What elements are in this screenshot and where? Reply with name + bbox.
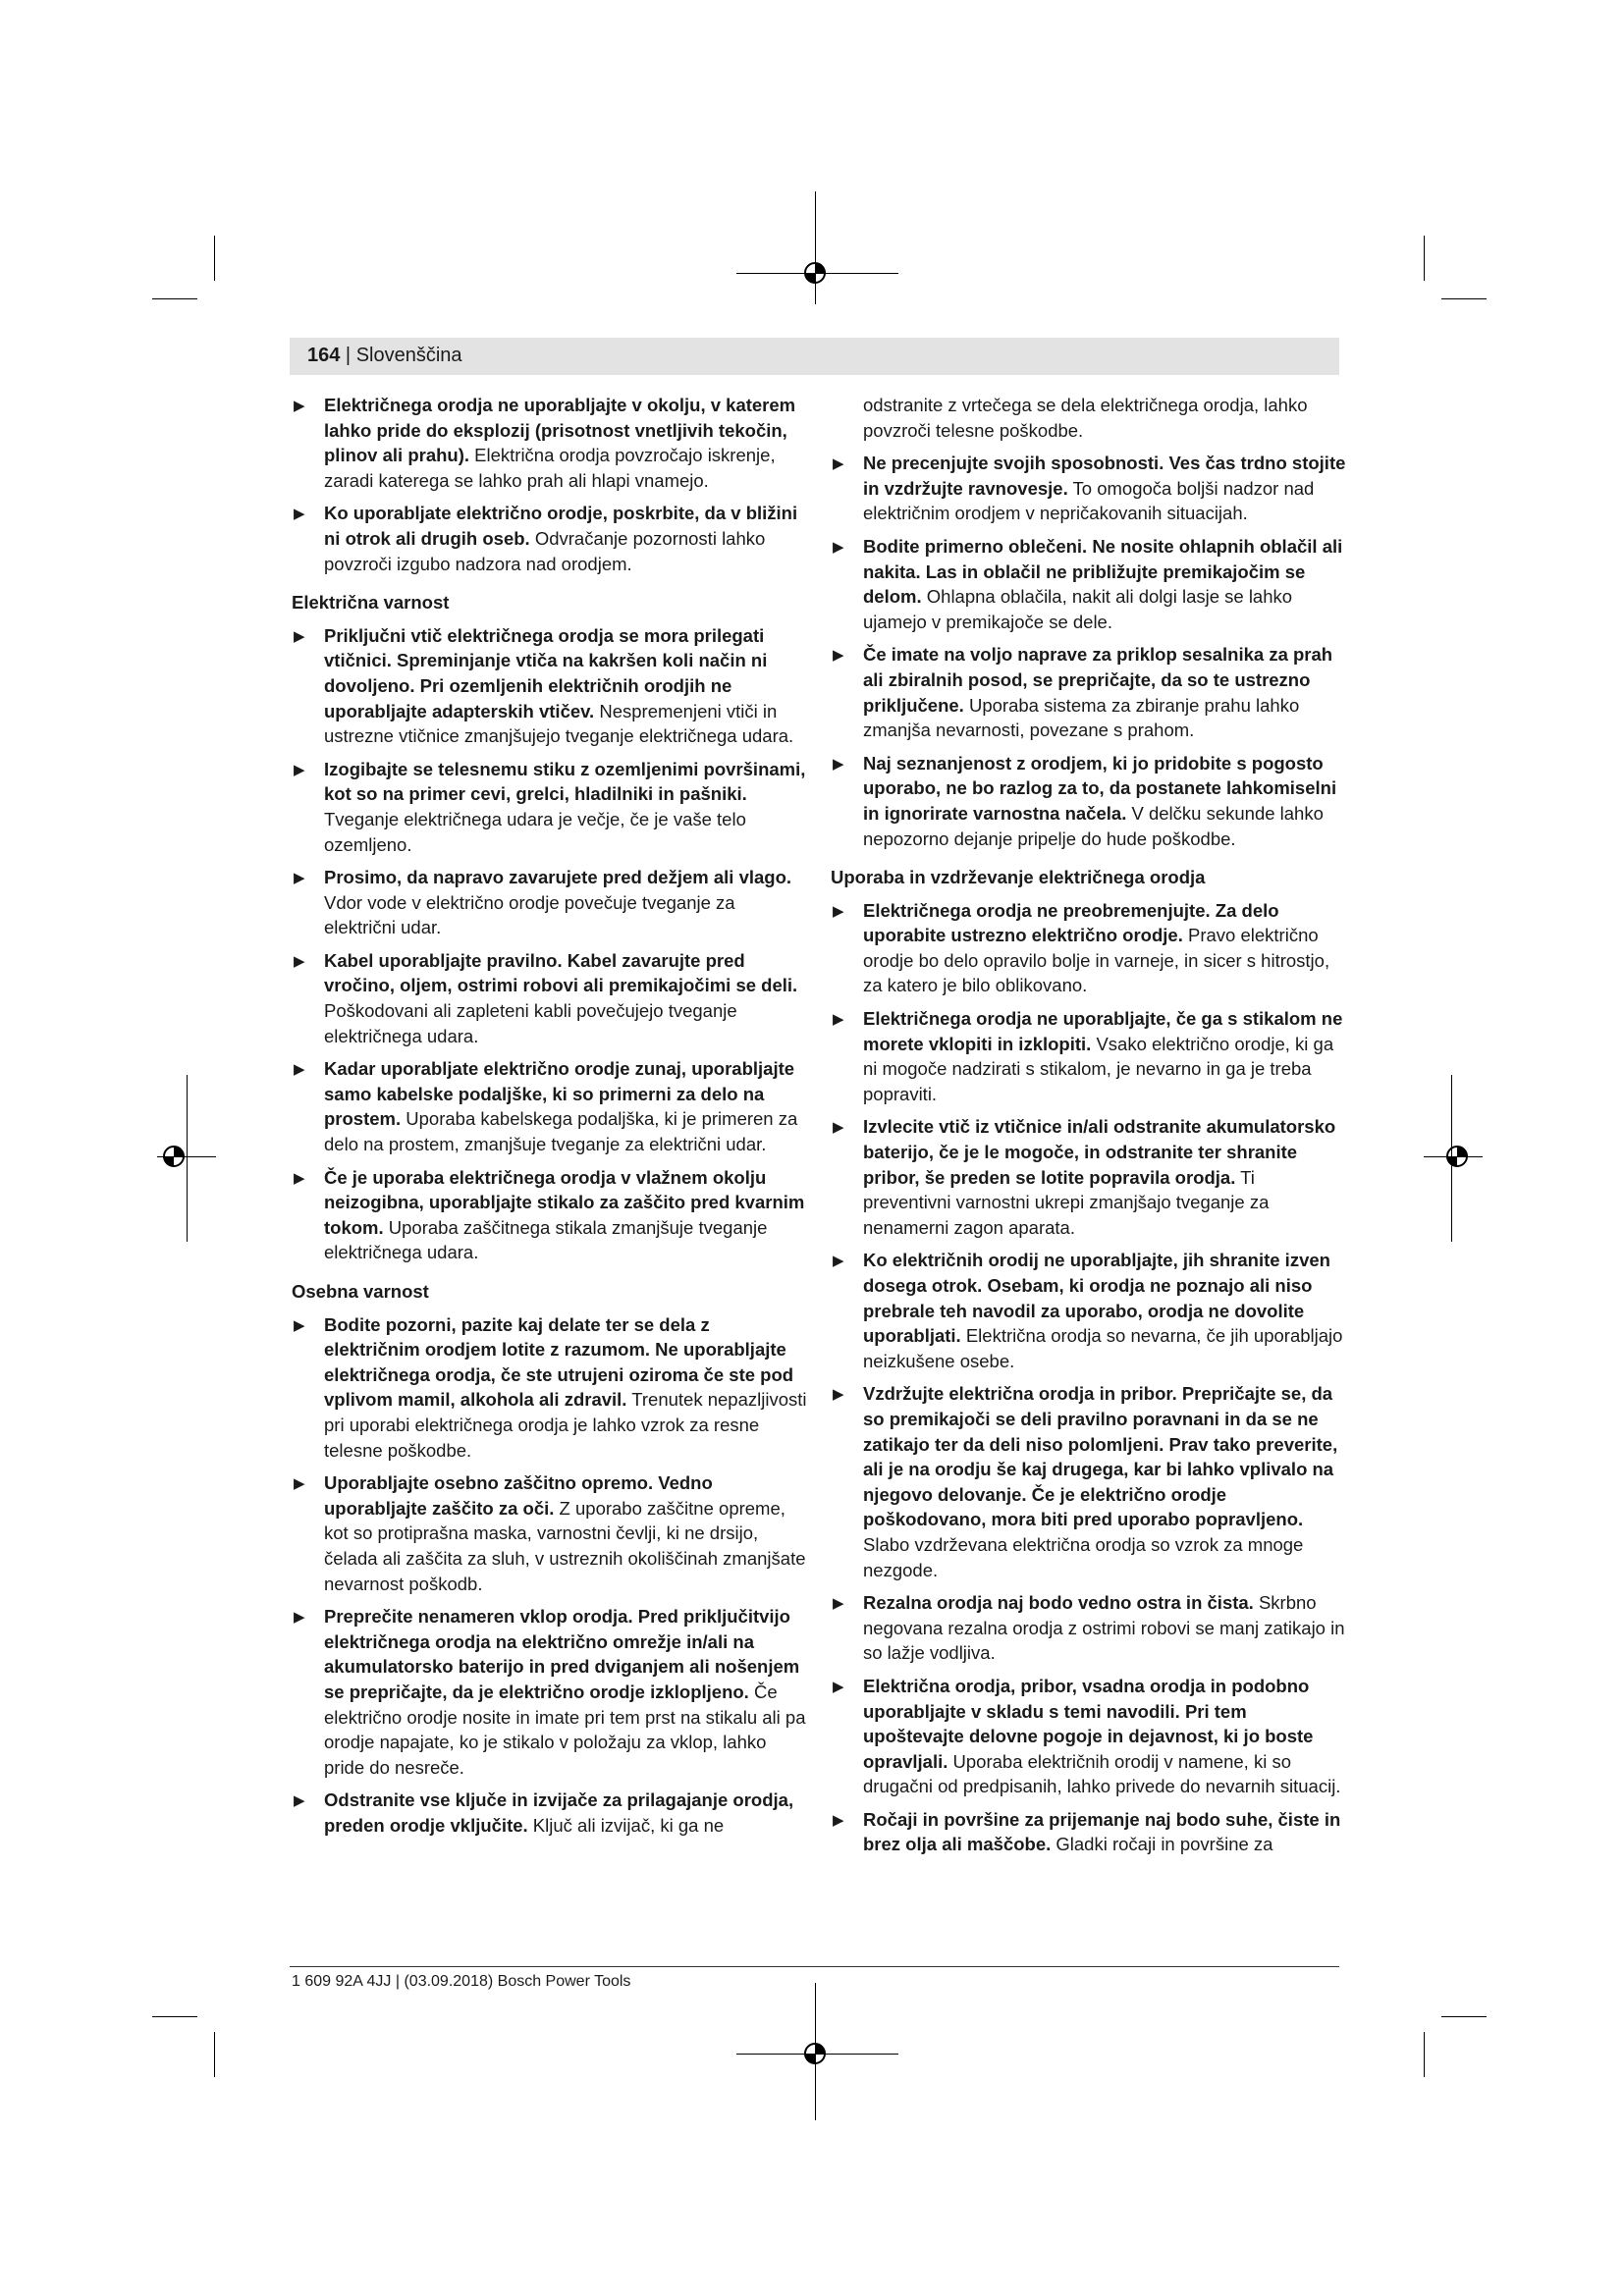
safety-bullet-item [831,1807,1346,1857]
bullet-normal-text: Slabo vzdrževana električna orodja so vzrok za mnoge nezgode. [863,1533,1304,1580]
bullet-bold-text: Vzdržujte električna orodja in pribor. Prepričajte se, da so premikajoči se deli pravilno poravnani in da se ne zatikajo ter da deli niso polomljeni. Prav tako preverite, ali je na orodju še kaj drugega, kar bi lahko vplivalo na njegovo delovanje. Če je električno orodje poškodovano, mora biti pred uporabo popravljeno. [863,1383,1338,1530]
bullet-bold-text: Ko uporabljate električno orodje, poskrbite, da v bližini ni otrok ali drugih oseb. [324,503,798,549]
bullet-normal-text: Pravo električno orodje bo delo opravilo bolje in varneje, in sicer s hitrostjo, za katero je bilo oblikovano. [863,925,1330,996]
section-heading: Uporaba in vzdrževanje električnega orodja [831,867,1206,888]
safety-bullet-item [831,1381,1346,1582]
left-column [292,393,807,1845]
bullet-normal-text: Tveganje električnega udara je večje, če je vaše telo ozemljeno. [324,808,746,855]
bullet-bold-text: Električna orodja, pribor, vsadna orodja in podobno uporabljajte v skladu s temi navodili. Pri tem upoštevajte delovne pogoje in dejavnost, ki jo boste opravljali. [863,1675,1314,1772]
crop-mark [1424,2032,1425,2077]
safety-bullet-item [292,1470,807,1596]
safety-bullet-item [292,1604,807,1780]
registration-target-icon [801,2040,829,2067]
registration-line [815,191,816,304]
bullet-bold-text: Bodite primerno oblečeni. Ne nosite ohlapnih oblačil ali nakita. Las in oblačil ne približujte premikajočim se delom. [863,535,1343,608]
crop-mark [152,2016,197,2017]
bullet-bold-text: Električnega orodja ne uporabljajte v okolju, v katerem lahko pride do eksplozij (prisotnost vnetljivih tekočin, plinov ali prahu). [324,395,796,466]
bullet-normal-text: Z uporabo zaščitne opreme, kot so protiprašna maska, varnostni čevlji, ki ne drsijo, čelada ali zaščita za sluh, v ustreznih okoliščinah zmanjšate nevarnost poškodb. [324,1497,806,1594]
bullet-normal-text: Odvračanje pozornosti lahko povzroči izgubo nadzora nad orodjem. [324,527,766,574]
bullet-normal-text: Električna orodja so nevarna, če jih uporabljajo neizkušene osebe. [863,1325,1343,1371]
safety-bullet-item [831,1114,1346,1240]
crop-mark [1441,298,1487,299]
safety-bullet-item [831,1248,1346,1373]
bullet-normal-text: Poškodovani ali zapleteni kabli povečujejo tveganje električnega udara. [324,1000,737,1046]
header-separator: | [340,345,356,366]
bullet-normal-text: Nespremenjeni vtiči in ustrezne vtičnice zmanjšujejo tveganje električnega udara. [324,700,794,747]
bullet-normal-text: Uporaba električnih orodij v namene, ki so drugačni od predpisanih, lahko privede do nevarnih situacij. [863,1750,1341,1797]
bullet-bold-text: Ne precenjujte svojih sposobnosti. Ves čas trdno stojite in vzdržujte ravnovesje. [863,453,1346,499]
bullet-normal-text: To omogoča boljši nadzor nad električnim orodjem v nepričakovanih situacijah. [863,477,1315,524]
bullet-normal-text: odstranite z vrtečega se dela električnega orodja, lahko povzroči telesne poškodbe. [863,395,1308,441]
bullet-bold-text: Rezalna orodja naj bodo vedno ostra in čista. [863,1592,1254,1614]
bullet-bold-text: Priključni vtič električnega orodja se mora prilegati vtičnici. Spreminjanje vtiča na kakršen koli način ni dovoljeno. Pri ozemljenih električnih orodjih ne uporabljajte adapterskih vtičev. [324,624,768,721]
bullet-bold-text: Uporabljajte osebno zaščitno opremo. Vedno uporabljajte zaščito za oči. [324,1472,713,1519]
bullet-normal-text: Če električno orodje nosite in imate pri tem prst na stikalu ali pa orodje napajate, ko je stikalo v položaju za vklop, lahko pride do nesreče. [324,1681,806,1778]
right-column [831,393,1346,1865]
bullet-normal-text: Skrbno negovana rezalna orodja z ostrimi robovi se manj zatikajo in so lažje vodljiva. [863,1592,1345,1664]
safety-bullet-item [292,1056,807,1156]
safety-bullet-item [292,948,807,1048]
continued-paragraph [831,393,1346,443]
safety-bullet-item [831,534,1346,634]
section-heading: Električna varnost [292,592,450,614]
safety-bullet-item [831,751,1346,851]
bullet-bold-text: Kadar uporabljate električno orodje zunaj, uporabljajte samo kabelske podaljške, ki so primerni za delo na prostem. [324,1058,795,1130]
safety-bullet-item [292,865,807,940]
bullet-bold-text: Izvlecite vtič iz vtičnice in/ali odstranite akumulatorsko baterijo, če je le mogoče, in odstranite ter shranite pribor, še preden se lotite popravila orodja. [863,1116,1336,1188]
bullet-bold-text: Ko električnih orodij ne uporabljajte, jih shranite izven dosega otrok. Osebam, ki orodja ne poznajo ali niso prebrale teh navodil za uporabo, orodja ne dovolite uporabljati. [863,1250,1330,1347]
registration-target-icon [160,1143,188,1170]
registration-target-icon [801,259,829,287]
bullet-normal-text: Gladki ročaji in površine za [1051,1834,1273,1855]
page-header [307,345,462,367]
safety-bullet-item [831,451,1346,526]
bullet-bold-text: Električnega orodja ne uporabljajte, če ga s stikalom ne morete vklopiti in izklopiti. [863,1008,1343,1054]
bullet-normal-text: Uporaba zaščitnega stikala zmanjšuje tveganje električnega udara. [324,1216,768,1263]
safety-bullet-item [292,757,807,857]
bullet-normal-text: Ohlapna oblačila, nakit ali dolgi lasje se lahko ujamejo v premikajoče se dele. [863,586,1293,632]
safety-bullet-item [831,898,1346,998]
bullet-normal-text: Ključ ali izvijač, ki ga ne [527,1814,725,1836]
bullet-normal-text: Uporaba kabelskega podaljška, ki je primeren za delo na prostem, zmanjšuje tveganje za električni udar. [324,1108,798,1155]
crop-mark [214,2032,215,2077]
safety-bullet-item [292,1312,807,1464]
crop-mark [152,298,197,299]
bullet-normal-text: V delčku sekunde lahko nepozorno dejanje pripelje do hude poškodbe. [863,802,1324,849]
section-heading: Osebna varnost [292,1281,429,1302]
safety-bullet-item [292,1788,807,1838]
header-language: Slovenščina [355,345,462,366]
safety-bullet-item [292,393,807,493]
crop-mark [1441,2016,1487,2017]
safety-bullet-item [831,1674,1346,1799]
bullet-bold-text: Odstranite vse ključe in izvijače za prilagajanje orodja, preden orodje vključite. [324,1789,794,1836]
bullet-bold-text: Če imate na voljo naprave za priklop sesalnika za prah ali zbiralnih posod, se prepričajte, da so te ustrezno priključene. [863,644,1333,716]
bullet-normal-text: Ti preventivni varnostni ukrepi zmanjšajo tveganje za nenamerni zagon aparata. [863,1166,1270,1238]
registration-target-icon [1443,1143,1471,1170]
safety-bullet-item [292,1165,807,1265]
footer-rule [290,1966,1339,1967]
bullet-bold-text: Preprečite nenameren vklop orodja. Pred priključitvijo električnega orodja na električno omrežje in/ali na akumulatorsko baterijo in pred dviganjem ali nošenjem se prepričajte, da je električno orodje izklopljeno. [324,1606,800,1702]
bullet-bold-text: Bodite pozorni, pazite kaj delate ter se dela z električnim orodjem lotite z razumom. Ne uporabljajte električnega orodja, če ste utrujeni oziroma če ste pod vplivom mamil, alkohola ali zdravil. [324,1313,794,1411]
bullet-bold-text: Če je uporaba električnega orodja v vlažnem okolju neizogibna, uporabljajte stikalo za zaščito pred kvarnim tokom. [324,1166,805,1238]
bullet-normal-text: Uporaba sistema za zbiranje prahu lahko zmanjša nevarnosti, povezane s prahom. [863,694,1300,741]
page-number: 164 [307,345,341,366]
crop-mark [1424,236,1425,281]
bullet-bold-text: Izogibajte se telesnemu stiku z ozemljenimi površinami, kot so na primer cevi, grelci, hladilniki in pašniki. [324,758,806,805]
safety-bullet-item [831,642,1346,742]
safety-bullet-item [292,623,807,749]
bullet-bold-text: Prosimo, da napravo zavarujete pred dežjem ali vlago. [324,867,792,888]
bullet-normal-text: Trenutek nepazljivosti pri uporabi električnega orodja je lahko vzrok za resne telesne poškodbe. [324,1389,807,1461]
safety-bullet-item [831,1006,1346,1106]
bullet-bold-text: Ročaji in površine za prijemanje naj bodo suhe, čiste in brez olja ali maščobe. [863,1808,1341,1855]
bullet-normal-text: Vsako električno orodje, ki ga ni mogoče nadzirati s stikalom, je nevarno in ga je treba popraviti. [863,1033,1334,1104]
bullet-bold-text: Električnega orodja ne preobremenjujte. Za delo uporabite ustrezno električno orodje. [863,899,1279,946]
bullet-bold-text: Kabel uporabljajte pravilno. Kabel zavarujte pred vročino, oljem, ostrimi robovi ali premikajočimi se deli. [324,949,798,996]
crop-mark [214,236,215,281]
page-footer: 1 609 92A 4JJ | (03.09.2018) Bosch Power Tools [292,1973,631,1990]
safety-bullet-item [292,501,807,576]
safety-bullet-item [831,1590,1346,1666]
bullet-normal-text: Vdor vode v električno orodje povečuje tveganje za električni udar. [324,891,735,938]
bullet-normal-text: Električna orodja povzročajo iskrenje, zaradi katerega se lahko prah ali hlapi vnamejo. [324,445,776,491]
bullet-bold-text: Naj seznanjenost z orodjem, ki jo pridobite s pogosto uporabo, ne bo razlog za to, da postanete lahkomiselni in ignorirate varnostna načela. [863,752,1337,824]
